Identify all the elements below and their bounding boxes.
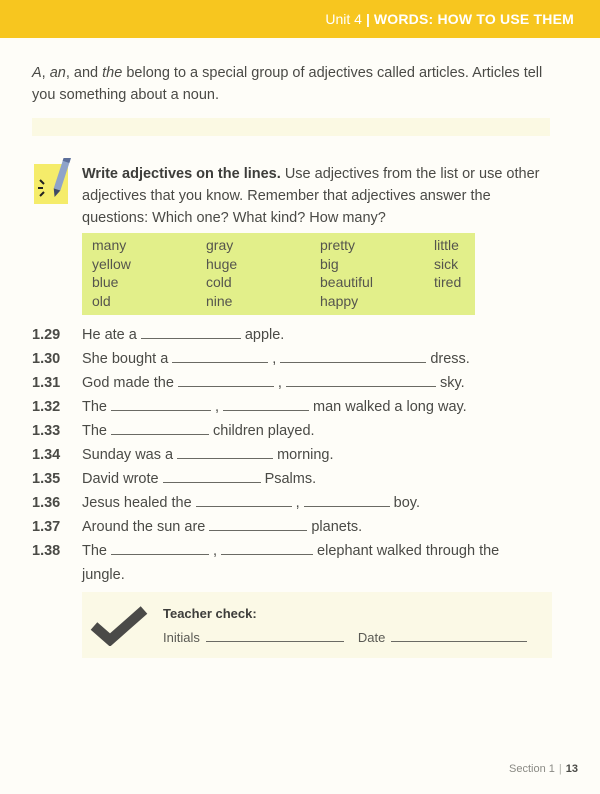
exercise-text: apple. bbox=[244, 327, 285, 343]
page-footer bbox=[509, 763, 578, 775]
exercise-number: 1.33 bbox=[32, 423, 61, 439]
exercise-row bbox=[32, 375, 572, 399]
word-list-item: beautiful bbox=[320, 274, 373, 291]
word-list-item: yellow bbox=[92, 255, 131, 272]
answer-blank[interactable] bbox=[286, 375, 436, 387]
checkmark-icon bbox=[90, 604, 148, 646]
exercise-list bbox=[32, 327, 572, 591]
exercise-text: Sunday was a bbox=[82, 447, 174, 463]
word-list-item: nine bbox=[206, 292, 233, 309]
teacher-check-box bbox=[82, 592, 552, 658]
exercise-text: Around the sun are bbox=[82, 519, 206, 535]
article-the: the bbox=[102, 65, 123, 81]
exercise-text: , bbox=[272, 351, 277, 367]
word-list-item: little bbox=[434, 237, 459, 253]
word-list-item: big bbox=[320, 255, 339, 272]
unit-header-title bbox=[325, 11, 574, 27]
exercise-number: 1.34 bbox=[32, 447, 61, 463]
exercise-row bbox=[32, 447, 572, 471]
exercise-row bbox=[32, 327, 572, 351]
adjective-word-list bbox=[82, 233, 475, 315]
intro-and: , and bbox=[65, 65, 99, 81]
instructions-heading: Write adjectives on the lines. bbox=[82, 166, 281, 182]
exercise-row bbox=[32, 543, 572, 567]
word-list-item bbox=[434, 293, 485, 312]
exercise-text: He ate a bbox=[82, 327, 137, 343]
exercise-text: , bbox=[215, 399, 220, 415]
exercise-text: man walked a long way. bbox=[313, 399, 467, 415]
date-field[interactable] bbox=[391, 632, 527, 642]
decorative-band bbox=[32, 118, 550, 136]
exercise-number: 1.36 bbox=[32, 495, 61, 511]
exercise-text: David wrote bbox=[82, 471, 159, 487]
word-list-item: sick bbox=[434, 255, 459, 272]
answer-blank[interactable] bbox=[163, 471, 261, 483]
header-separator: | bbox=[365, 11, 370, 27]
teacher-check-title: Teacher check: bbox=[163, 606, 257, 621]
exercise-text: , bbox=[213, 543, 218, 559]
word-list-item: gray bbox=[206, 237, 234, 253]
word-list-item: happy bbox=[320, 292, 359, 309]
exercise-text: boy. bbox=[393, 495, 421, 511]
word-list-item: blue bbox=[92, 274, 119, 291]
exercise-text: Jesus healed the bbox=[82, 495, 192, 511]
answer-blank[interactable] bbox=[172, 351, 268, 363]
word-list-item: many bbox=[92, 237, 127, 253]
exercise-text: The bbox=[82, 423, 107, 439]
exercise-row bbox=[32, 471, 572, 495]
activity-instructions bbox=[82, 163, 552, 229]
exercise-text: planets. bbox=[311, 519, 363, 535]
intro-comma: , bbox=[41, 65, 46, 81]
answer-blank[interactable] bbox=[223, 399, 309, 411]
answer-blank[interactable] bbox=[111, 399, 211, 411]
exercise-text: The bbox=[82, 543, 107, 559]
exercise-continuation bbox=[32, 567, 572, 591]
answer-blank[interactable] bbox=[221, 543, 313, 555]
article-a: A bbox=[32, 65, 42, 81]
exercise-text: sky. bbox=[439, 375, 465, 391]
unit-topic: WORDS: HOW TO USE THEM bbox=[373, 11, 574, 27]
instructions-text: Use adjectives from the list or use other adjectives that you know. Remember that adjectives answer the questions: Which one? What kind? How many? bbox=[82, 166, 540, 226]
exercise-number: 1.29 bbox=[32, 327, 61, 343]
word-list-item: old bbox=[92, 292, 111, 309]
answer-blank[interactable] bbox=[141, 327, 241, 339]
word-list-item: huge bbox=[206, 255, 238, 272]
answer-blank[interactable] bbox=[209, 519, 307, 531]
exercise-text: jungle. bbox=[82, 567, 125, 583]
date-label: Date bbox=[357, 630, 386, 645]
article-an: an bbox=[49, 65, 66, 81]
exercise-text: , bbox=[295, 495, 300, 511]
exercise-row bbox=[32, 423, 572, 447]
section-label: Section 1 bbox=[509, 763, 555, 775]
exercise-number: 1.30 bbox=[32, 351, 61, 367]
exercise-row bbox=[32, 351, 572, 375]
exercise-text: God made the bbox=[82, 375, 174, 391]
unit-label: Unit 4 bbox=[325, 11, 362, 27]
exercise-text: The bbox=[82, 399, 107, 415]
word-list-item: tired bbox=[434, 274, 462, 291]
exercise-text: children played. bbox=[213, 423, 315, 439]
exercise-row bbox=[32, 399, 572, 423]
unit-header-bar bbox=[0, 0, 600, 38]
exercise-text: dress. bbox=[430, 351, 470, 367]
exercise-number: 1.38 bbox=[32, 543, 61, 559]
word-list-item: cold bbox=[206, 274, 232, 291]
pencil-write-icon bbox=[34, 158, 74, 206]
exercise-text: morning. bbox=[277, 447, 334, 463]
exercise-number: 1.37 bbox=[32, 519, 61, 535]
exercise-text: She bought a bbox=[82, 351, 169, 367]
answer-blank[interactable] bbox=[111, 423, 209, 435]
answer-blank[interactable] bbox=[196, 495, 292, 507]
exercise-row bbox=[32, 495, 572, 519]
intro-paragraph bbox=[32, 62, 562, 106]
teacher-check-fields bbox=[163, 630, 531, 645]
exercise-text: elephant walked through the bbox=[317, 543, 500, 559]
answer-blank[interactable] bbox=[111, 543, 209, 555]
exercise-text: , bbox=[277, 375, 282, 391]
exercise-number: 1.35 bbox=[32, 471, 61, 487]
exercise-number: 1.32 bbox=[32, 399, 61, 415]
footer-separator: | bbox=[558, 763, 562, 775]
exercise-text: Psalms. bbox=[264, 471, 317, 487]
initials-field[interactable] bbox=[206, 632, 344, 642]
exercise-number: 1.31 bbox=[32, 375, 61, 391]
answer-blank[interactable] bbox=[280, 351, 426, 363]
exercise-row bbox=[32, 519, 572, 543]
page-number: 13 bbox=[565, 763, 578, 775]
answer-blank[interactable] bbox=[178, 375, 274, 387]
intro-rest: belong to a special group of adjectives called articles. Articles tell you something about a noun. bbox=[32, 65, 543, 103]
answer-blank[interactable] bbox=[304, 495, 390, 507]
initials-label: Initials bbox=[163, 630, 200, 645]
word-list-item: pretty bbox=[320, 237, 356, 253]
answer-blank[interactable] bbox=[177, 447, 273, 459]
